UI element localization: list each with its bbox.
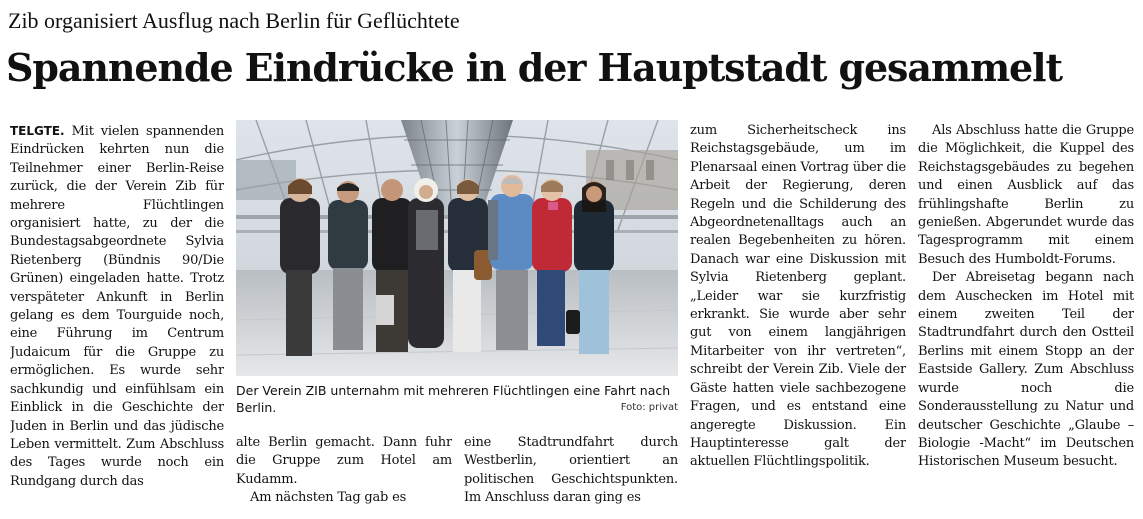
article-column-1 bbox=[10, 122, 224, 512]
paragraph-text: Mit vielen spannenden Eindrücken kehrten nun die Teilnehmer einer Berlin-Reise zurück, die der Verein Zib für mehrere Flüchtlingen organisiert hatte, zu der die Bundestagsabgeordnete Sylvia Rietenberg (Bündnis 90/Die Grünen) eingeladen hatte. Trotz verspäteter Ankunft in Berlin gelang es dem Tourguide noch, eine Führung im Centrum Judaicum für die Gruppe zu ermöglichen. Es wurde sehr sachkundig und einfühlsam ein Einblick in die Geschichte der Juden in Berlin und das jüdische Leben vermittelt. Zum Abschluss des Tages wurde noch ein Rundgang durch das bbox=[10, 124, 224, 489]
dateline: TELGTE. bbox=[10, 124, 65, 138]
article-column-3 bbox=[464, 434, 678, 514]
person-2 bbox=[328, 181, 368, 350]
paragraph: eine Stadtrundfahrt durch Westberlin, orientiert an politischen Geschichtspunkten. Im Anschluss daran ging es bbox=[464, 435, 678, 506]
article-kicker: Zib organisiert Ausflug nach Berlin für Geflüchtete bbox=[8, 8, 460, 33]
paragraph: alte Berlin gemacht. Dann fuhr die Gruppe zum Hotel am Kudamm. bbox=[236, 435, 452, 487]
paragraph bbox=[10, 122, 224, 491]
article-headline: Spannende Eindrücke in der Hauptstadt gesammelt bbox=[6, 45, 1062, 90]
person-4 bbox=[408, 178, 444, 348]
person-3 bbox=[372, 179, 412, 352]
photo-caption: Der Verein ZIB unternahm mit mehreren Flüchtlingen eine Fahrt nach Berlin. bbox=[236, 383, 671, 415]
article-column-5 bbox=[918, 122, 1134, 512]
group-photo-image bbox=[236, 120, 678, 376]
paragraph: Am nächsten Tag gab es bbox=[250, 490, 407, 506]
article-column-4 bbox=[690, 122, 906, 512]
paragraph: Als Abschluss hatte die Gruppe die Möglichkeit, die Kuppel des Reichstagsgebäudes zu begehen und einen Ausblick auf das frühlingshafte Berlin zu genießen. Abgerundet wurde das Tagesprogramm mit einem Besuch des Humboldt-Forums. bbox=[918, 123, 1134, 267]
photo-credit: Foto: privat bbox=[620, 402, 678, 413]
paragraph: Der Abreisetag begann nach dem Auschecken im Hotel mit einem zweiten Teil der Stadtrundfahrt durch den Ostteil Berlins mit einem Stopp an der Eastside Gallery. Zum Abschluss wurde noch die Sonderausstellung zu Natur und deutscher Geschichte „Glaube – Biologie -Macht“ im Deutschen Historischen Museum besucht. bbox=[918, 270, 1134, 470]
paragraph: zum Sicherheitscheck ins Reichstagsgebäude, um im Plenarsaal einen Vortrag über die Arbeit der Regierung, deren Regeln und die Schilderung des Abgeordnetenalltags auch an realen Begebenheiten zu hören. Danach war eine Diskussion mit Sylvia Rietenberg geplant. „Leider war sie kurzfristig erkrankt. Sie wurde aber sehr gut von einem langjährigen Mitarbeiter von ihr vertreten“, schreibt der Verein Zib. Viele der Gäste hatten viele sachbezogene Fragen, und es entstand eine angeregte Diskussion. Ein Hauptinteresse galt der aktuellen Flüchtlingspolitik. bbox=[690, 123, 906, 470]
article-column-2 bbox=[236, 434, 452, 514]
group-photo bbox=[236, 120, 678, 376]
